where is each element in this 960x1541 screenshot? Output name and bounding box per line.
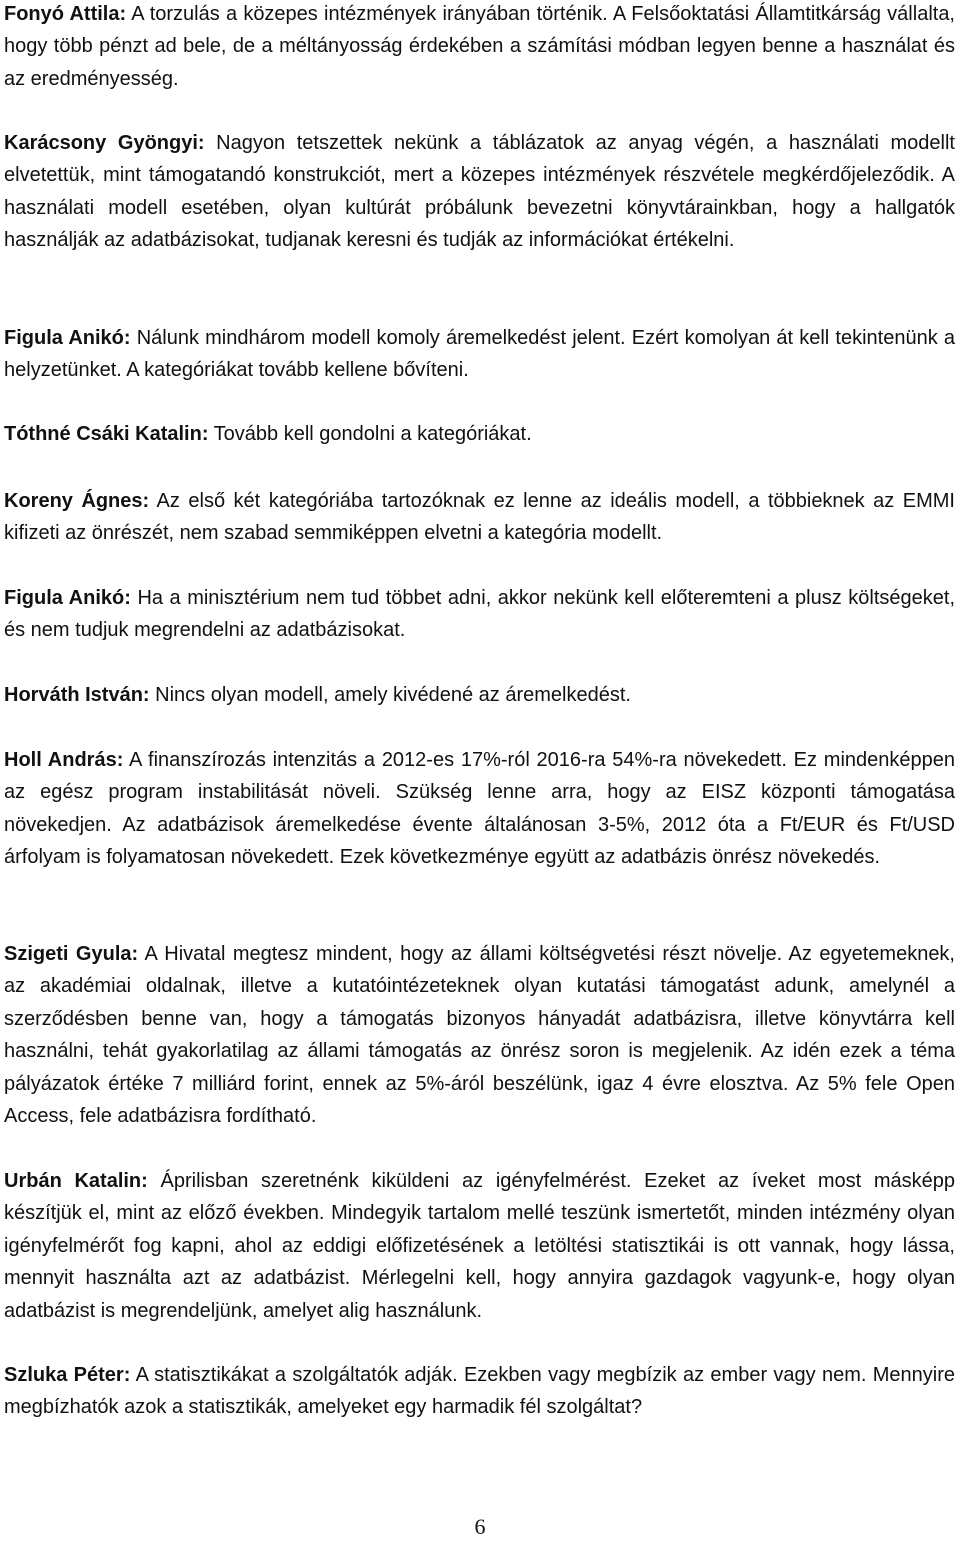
speaker-name: Urbán Katalin: [4,1170,148,1192]
paragraph-text: A Hivatal megtesz mindent, hogy az állami költségvetési részt növelje. Az egyetemeknek, az akadémiai oldalnak, illetve a kutatóintézeteknek olyan kutatási támogatást adunk, amelynél a szerződésben benne van, hogy a támogatás bizonyos hányadát adatbázisra, illetve könyvtárra kell használni, tehát gyakorlatilag az állami támogatás az önrész soron is megjelenik. Az idén ezek a téma pályázatok értéke 7 milliárd forint, ennek az 5%-áról beszélünk, igaz 4 évre elosztva. Az 5% fele Open Access, fele adatbázisra fordítható. [4,943,955,1128]
paragraph-urban-katalin [4,1165,955,1327]
speaker-name: Szluka Péter: [4,1364,131,1386]
speaker-name: Fonyó Attila: [4,3,127,25]
paragraph-text: A statisztikákat a szolgáltatók adják. Ezekben vagy megbízik az ember vagy nem. Mennyire megbízhatók azok a statisztikák, amelyeket egy harmadik fél szolgáltat? [4,1364,955,1419]
speaker-name: Karácsony Gyöngyi: [4,132,205,154]
paragraph-figula-aniko-2 [4,582,955,647]
paragraph-tothne-csaki-katalin [4,418,955,450]
paragraph-text: A torzulás a közepes intézmények irányában történik. A Felsőoktatási Államtitkárság vállalta, hogy több pénzt ad bele, de a méltányosság érdekében a számítási módban legyen benne a használat és az eredményesség. [4,3,955,90]
speaker-name: Figula Anikó: [4,327,131,349]
paragraph-text: Az első két kategóriába tartozóknak ez lenne az ideális modell, a többieknek az EMMI kifizeti az önrészét, nem szabad semmiképpen elvetni a kategória modellt. [4,490,955,545]
paragraph-text: Áprilisban szeretnénk kiküldeni az igényfelmérést. Ezeket az íveket most másképp készítjük el, mint az előző években. Mindegyik tartalom mellé teszünk ismertetőt, minden intézmény olyan igényfelmérőt fog kapni, ahol az eddigi előfizetésének a letöltési statisztikái is ott vannak, hogy lássa, mennyit használta azt az adatbázist. Mérlegelni kell, hogy annyira gazdagok vagyunk-e, hogy olyan adatbázist is megrendeljünk, amelyet alig használunk. [4,1170,955,1322]
paragraph-horvath-istvan [4,679,955,711]
paragraph-text: Nálunk mindhárom modell komoly áremelkedést jelent. Ezért komolyan át kell tekintenünk a helyzetünket. A kategóriákat tovább kellene bővíteni. [4,327,955,382]
speaker-name: Holl András: [4,749,124,771]
paragraph-koreny-agnes [4,485,955,550]
speaker-name: Tóthné Csáki Katalin: [4,423,209,445]
page-number: 6 [474,1514,486,1539]
paragraph-holl-andras [4,744,955,874]
paragraph-fonyo-attila [4,0,955,95]
paragraph-text: Ha a minisztérium nem tud többet adni, akkor nekünk kell előteremteni a plusz költségeket, és nem tudjuk megrendelni az adatbázisokat. [4,587,955,642]
speaker-name: Szigeti Gyula: [4,943,139,965]
paragraph-text: Nagyon tetszettek nekünk a táblázatok az anyag végén, a használati modellt elvetettük, mint támogatandó konstrukciót, mert a közepes intézmények részvétele megkérdőjeleződik. A használati modell esetében, olyan kultúrát próbálunk bevezetni könyvtárainkban, hogy a hallgatók használják az adatbázisokat, tudjanak keresni és tudják az információkat értékelni. [4,132,955,252]
paragraph-text: Nincs olyan modell, amely kivédené az áremelkedést. [149,684,631,706]
speaker-name: Horváth István: [4,684,150,706]
paragraph-figula-aniko-1 [4,322,955,387]
paragraph-text: Tovább kell gondolni a kategóriákat. [208,423,532,445]
speaker-name: Figula Anikó: [4,587,131,609]
paragraph-szigeti-gyula [4,938,955,1132]
paragraph-karacsony-gyongyi [4,127,955,257]
paragraph-szluka-peter [4,1359,955,1424]
paragraph-text: A finanszírozás intenzitás a 2012-es 17%-ról 2016-ra 54%-ra növekedett. Ez mindenképpen az egész program instabilitását növeli. Szükség lenne arra, hogy az EISZ központi támogatása növekedjen. Az adatbázisok áremelkedése évente általánosan 3-5%, 2012 óta a Ft/EUR és Ft/USD árfolyam is folyamatosan növekedett. Ezek következménye együtt az adatbázis önrész növekedés. [4,749,955,869]
speaker-name: Koreny Ágnes: [4,490,150,512]
